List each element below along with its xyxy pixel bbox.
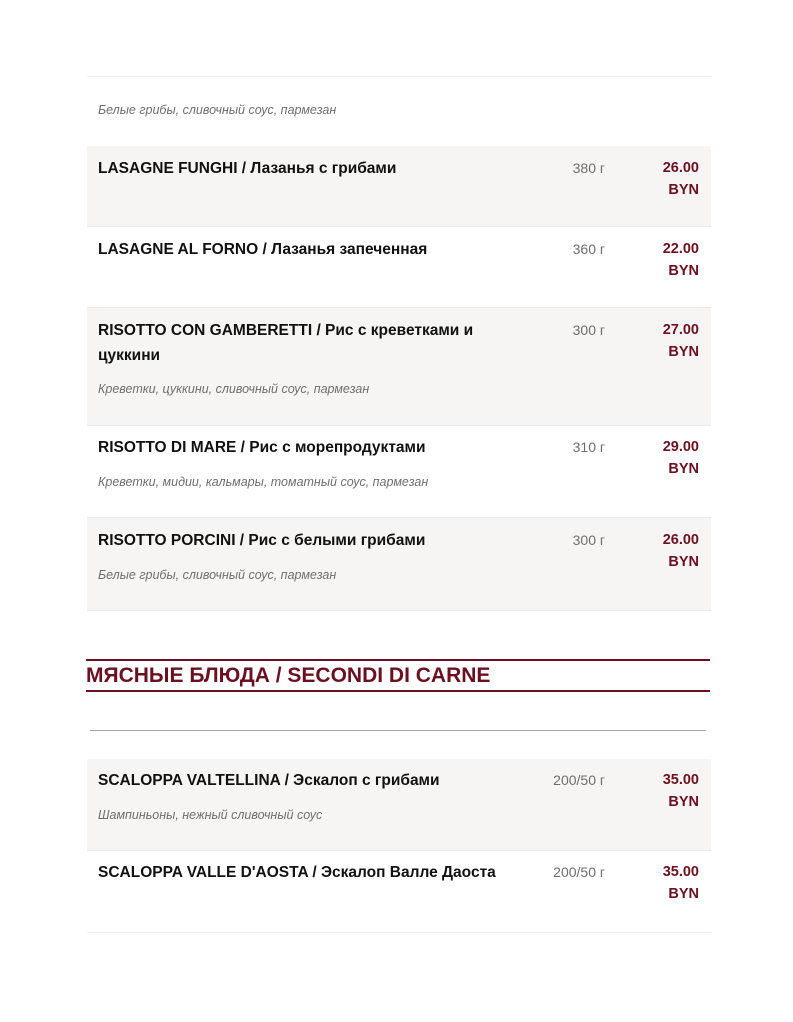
- item-weight: 380 г: [572, 160, 605, 176]
- menu-item: [87, 308, 711, 426]
- price-currency: BYN: [668, 344, 699, 360]
- menu-item: [87, 227, 711, 308]
- section-header-meat: [86, 659, 710, 692]
- item-weight: 300 г: [572, 532, 605, 548]
- top-divider: [87, 76, 711, 77]
- item-price: [639, 157, 699, 201]
- item-name: SCALOPPA VALTELLINA / Эскалоп с грибами: [98, 772, 440, 789]
- item-description: Креветки, мидии, кальмары, томатный соус, пармезан: [98, 475, 429, 489]
- item-weight: 300 г: [572, 322, 605, 338]
- menu-item: [87, 851, 711, 933]
- item-price: [639, 238, 699, 282]
- item-price: [639, 861, 699, 905]
- price-currency: BYN: [668, 886, 699, 902]
- item-weight: 200/50 г: [553, 772, 605, 788]
- price-value: 29.00: [662, 439, 699, 455]
- menu-item: [87, 518, 711, 611]
- price-value: 35.00: [662, 864, 699, 880]
- price-currency: BYN: [668, 554, 699, 570]
- item-name: RISOTTO CON GAMBERETTI / Рис с креветками и цуккини: [98, 322, 474, 364]
- price-currency: BYN: [668, 182, 699, 198]
- menu-item: [87, 426, 711, 518]
- section-divider: [90, 730, 706, 731]
- item-price: [639, 529, 699, 573]
- item-name: RISOTTO PORCINI / Рис с белыми грибами: [98, 532, 426, 549]
- item-price: [639, 769, 699, 813]
- item-price: [639, 436, 699, 480]
- item-description: Креветки, цуккини, сливочный соус, пармезан: [98, 382, 370, 396]
- price-value: 22.00: [662, 241, 699, 257]
- price-currency: BYN: [668, 263, 699, 279]
- item-name: LASAGNE AL FORNO / Лазанья запеченная: [98, 241, 428, 258]
- item-weight: 310 г: [572, 439, 605, 455]
- menu-item: [87, 146, 711, 227]
- item-weight: 360 г: [572, 241, 605, 257]
- price-currency: BYN: [668, 461, 699, 477]
- item-name: SCALOPPA VALLE D'AOSTA / Эскалоп Валле Даоста: [98, 864, 496, 881]
- price-currency: BYN: [668, 794, 699, 810]
- item-weight: 200/50 г: [553, 864, 605, 880]
- item-name: RISOTTO DI MARE / Рис с морепродуктами: [98, 439, 426, 456]
- menu-item: [87, 759, 711, 851]
- price-value: 35.00: [662, 772, 699, 788]
- item-price: [639, 319, 699, 363]
- price-value: 26.00: [662, 532, 699, 548]
- item-description: Белые грибы, сливочный соус, пармезан: [98, 568, 337, 582]
- price-value: 26.00: [662, 160, 699, 176]
- price-value: 27.00: [662, 322, 699, 338]
- item-name: LASAGNE FUNGHI / Лазанья с грибами: [98, 160, 397, 177]
- item-description: Шампиньоны, нежный сливочный соус: [98, 808, 323, 822]
- section-title: МЯСНЫЕ БЛЮДА / SECONDI DI CARNE: [86, 664, 491, 687]
- continued-item-description: Белые грибы, сливочный соус, пармезан: [98, 103, 337, 117]
